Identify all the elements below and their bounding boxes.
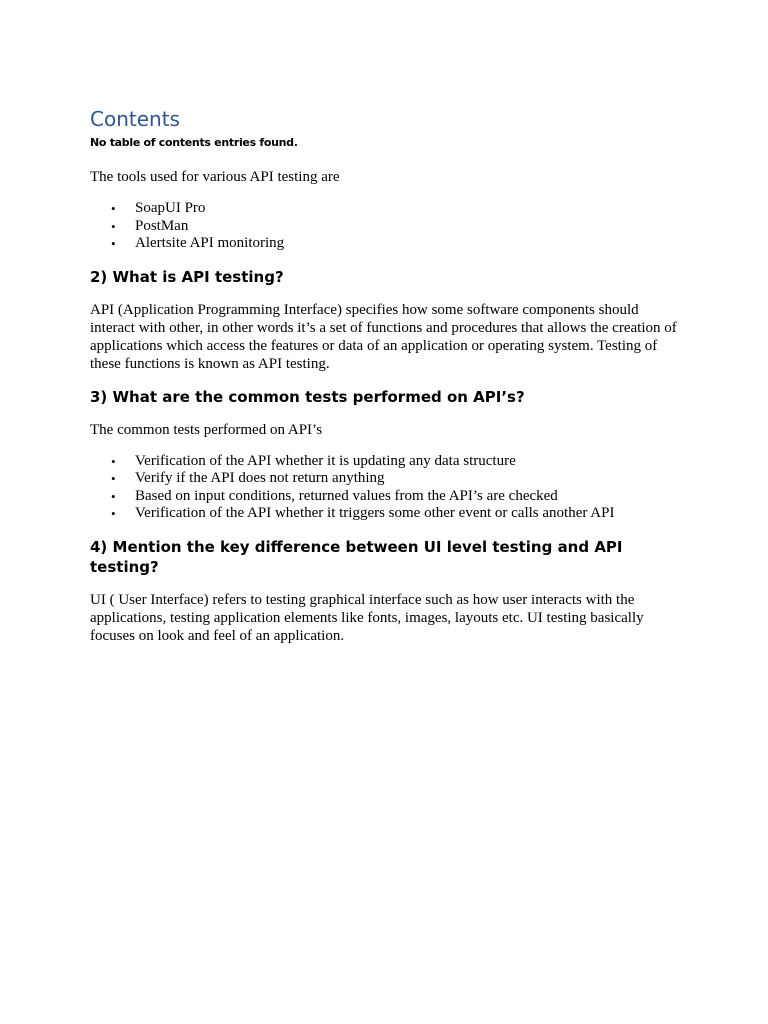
list-item: • Based on input conditions, returned values from the API’s are checked [135, 488, 680, 506]
list-item: • PostMan [135, 218, 680, 236]
list-item: • Alertsite API monitoring [135, 235, 680, 253]
section-heading: 3) What are the common tests performed on API’s? [90, 387, 525, 406]
document-page [90, 106, 680, 645]
section-heading: 4) Mention the key difference between UI level testing and API testing? [90, 537, 623, 576]
intro-paragraph: The tools used for various API testing are [90, 169, 340, 185]
section-paragraph: The common tests performed on API’s [90, 421, 323, 438]
list-item: • SoapUI Pro [135, 200, 680, 218]
toc-title: Contents [90, 107, 180, 131]
toc-empty-message: No table of contents entries found. [90, 136, 298, 149]
list-item: • Verify if the API does not return anything [135, 470, 680, 488]
section-paragraph: UI ( User Interface) refers to testing graphical interface such as how user interacts with the applications, testing application elements like fonts, images, layouts etc. UI testing basically focuses on look and feel of an application. [90, 591, 644, 644]
list-item: • Verification of the API whether it is updating any data structure [135, 453, 680, 471]
section-heading: 2) What is API testing? [90, 267, 284, 286]
section-paragraph: API (Application Programming Interface) specifies how some software components should interact with other, in other words it’s a set of functions and procedures that allows the creation of applications which access the features or data of an application or operating system. Testing of these functions is known as API testing. [90, 301, 677, 372]
tools-list [90, 200, 680, 253]
list-item: • Verification of the API whether it triggers some other event or calls another API [135, 505, 680, 523]
common-tests-list [90, 453, 680, 523]
